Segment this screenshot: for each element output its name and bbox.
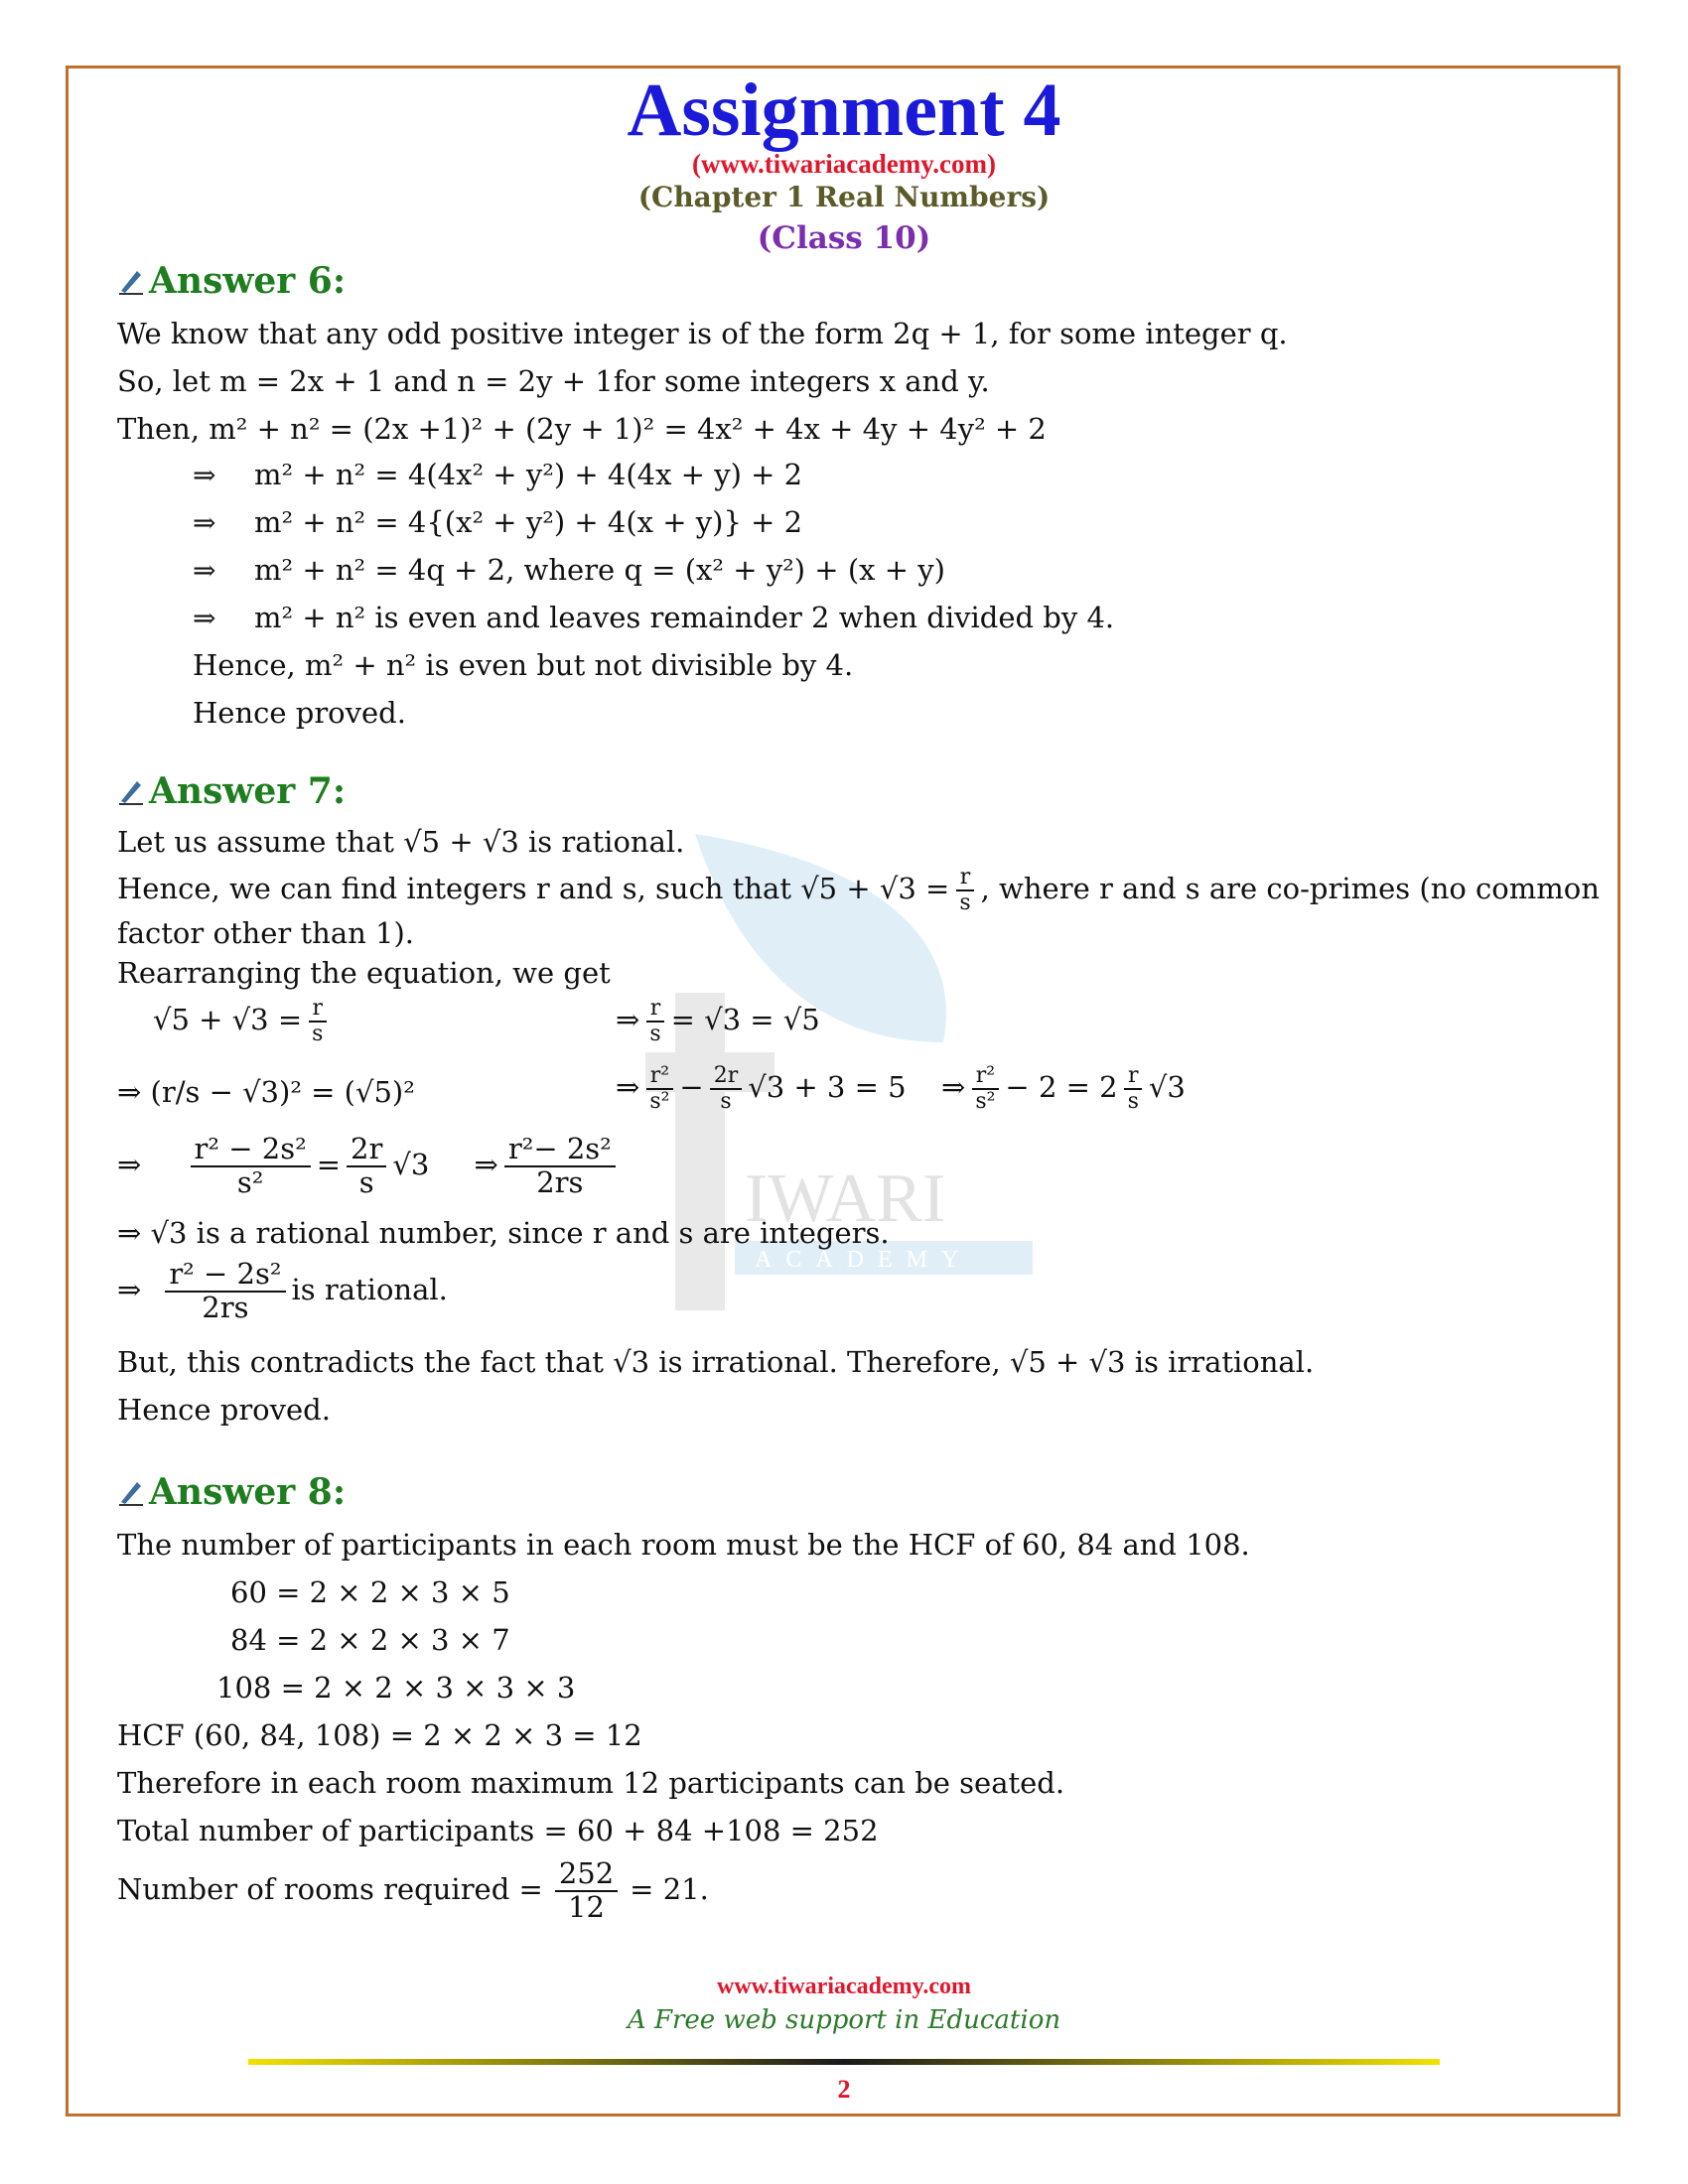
a6-line-4: m² + n² = 4(4x² + y²) + 4(4x + y) + 2 xyxy=(254,458,803,491)
a8-line-4: 108 = 2 × 2 × 3 × 3 × 3 xyxy=(216,1671,576,1705)
a7-line-2 xyxy=(117,866,1600,915)
a6-line-9: Hence proved. xyxy=(193,696,406,730)
arrow-icon: ⇒ xyxy=(193,602,216,634)
a7-line-6: Hence proved. xyxy=(117,1393,331,1427)
footer-divider xyxy=(248,2059,1440,2065)
a7-line-3: factor other than 1). xyxy=(117,916,414,950)
answer-8-heading xyxy=(117,1471,346,1513)
a7-line-1: Let us assume that √5 + √3 is rational. xyxy=(117,825,685,859)
answer-7-heading xyxy=(117,770,346,812)
a8-line-5: HCF (60, 84, 108) = 2 × 2 × 3 = 12 xyxy=(117,1718,642,1752)
eq-3: ⇒ (r/s − √3)² = (√5)² xyxy=(117,1075,415,1109)
a8-line-1: The number of participants in each room must be the HCF of 60, 84 and 108. xyxy=(117,1528,1250,1562)
eq-6: ⇒ $\frac{\text{r² − 2s²}}{\text{s²}}$ = $\frac{2r}{s}$ √3 ⇒ $\frac{\text{r²− 2s²}}{2rs}$ xyxy=(117,1134,622,1199)
answer-6-heading xyxy=(117,260,346,302)
eq-5: ⇒ $\frac{\text{r²}}{\text{s²}}$ − 2 = 2 $\frac{r}{s}$ √3 xyxy=(941,1063,1186,1115)
a8-line-2: 60 = 2 × 2 × 3 × 5 xyxy=(230,1575,510,1609)
a7-line-2-tail: , where r and s are co-primes (no common xyxy=(980,872,1600,906)
a6-line-2: So, let m = 2x + 1 and n = 2y + 1for some integers x and y. xyxy=(117,364,990,398)
watermark-sub: ACADEMY xyxy=(755,1247,973,1273)
answer-6-label: Answer 6: xyxy=(149,260,347,302)
a6-line-8: Hence, m² + n² is even but not divisible by 4. xyxy=(193,648,854,682)
eq-8: ⇒ $\frac{\text{r² − 2s²}}{2rs}$ is rational. xyxy=(117,1257,448,1324)
fraction-r-over-s: $\frac{r}{s}$ xyxy=(955,866,974,915)
pen-icon xyxy=(117,777,145,805)
a6-line-6: m² + n² = 4q + 2, where q = (x² + y²) + (x + y) xyxy=(254,553,945,587)
a8-line-3: 84 = 2 × 2 × 3 × 7 xyxy=(230,1623,510,1657)
arrow-icon: ⇒ xyxy=(193,554,216,587)
a7-line-2-text: Hence, we can find integers r and s, such that √5 + √3 = xyxy=(117,872,950,906)
a8-line-8: Number of rooms required = $\frac{252}{12}$ = 21. xyxy=(117,1856,709,1924)
a8-line-7: Total number of participants = 60 + 84 +108 = 252 xyxy=(117,1814,879,1847)
answer-8-label: Answer 8: xyxy=(149,1471,347,1513)
eq-1: √5 + √3 = $\frac{r}{s}$ xyxy=(153,997,333,1046)
answer-7-label: Answer 7: xyxy=(149,770,347,812)
footer-tagline: A Free web support in Education xyxy=(627,2005,1061,2035)
a7-line-4: Rearranging the equation, we get xyxy=(117,956,611,990)
page-number: 2 xyxy=(837,2075,851,2104)
page-title: Assignment 4 xyxy=(627,68,1061,152)
a8-line-6: Therefore in each room maximum 12 participants can be seated. xyxy=(117,1766,1065,1800)
eq-7: ⇒ √3 is a rational number, since r and s are integers. xyxy=(117,1216,890,1250)
a7-line-5: But, this contradicts the fact that √3 is irrational. Therefore, √5 + √3 is irrational. xyxy=(117,1345,1315,1379)
a6-line-7: m² + n² is even and leaves remainder 2 when divided by 4. xyxy=(254,601,1115,634)
watermark-letters: IWARI xyxy=(745,1160,946,1237)
arrow-icon: ⇒ xyxy=(193,459,216,491)
pen-icon xyxy=(117,267,145,295)
a6-line-5: m² + n² = 4{(x² + y²) + 4(x + y)} + 2 xyxy=(254,505,803,539)
a6-line-3: Then, m² + n² = (2x +1)² + (2y + 1)² = 4x² + 4x + 4y + 4y² + 2 xyxy=(117,412,1047,446)
header-website: (www.tiwariacademy.com) xyxy=(692,149,996,179)
eq-2: ⇒ $\frac{r}{s}$ = √3 = √5 xyxy=(616,996,820,1047)
footer-website: www.tiwariacademy.com xyxy=(717,1974,971,1999)
header-class: (Class 10) xyxy=(757,220,931,256)
pen-icon xyxy=(117,1478,145,1506)
a6-line-1: We know that any odd positive integer is of the form 2q + 1, for some integer q. xyxy=(117,317,1288,350)
eq-4: ⇒ $\frac{\text{r²}}{\text{s²}}$ − $\frac{2r}{s}$ √3 + 3 = 5 xyxy=(616,1063,907,1115)
header-chapter: (Chapter 1 Real Numbers) xyxy=(637,181,1051,213)
arrow-icon: ⇒ xyxy=(193,506,216,539)
